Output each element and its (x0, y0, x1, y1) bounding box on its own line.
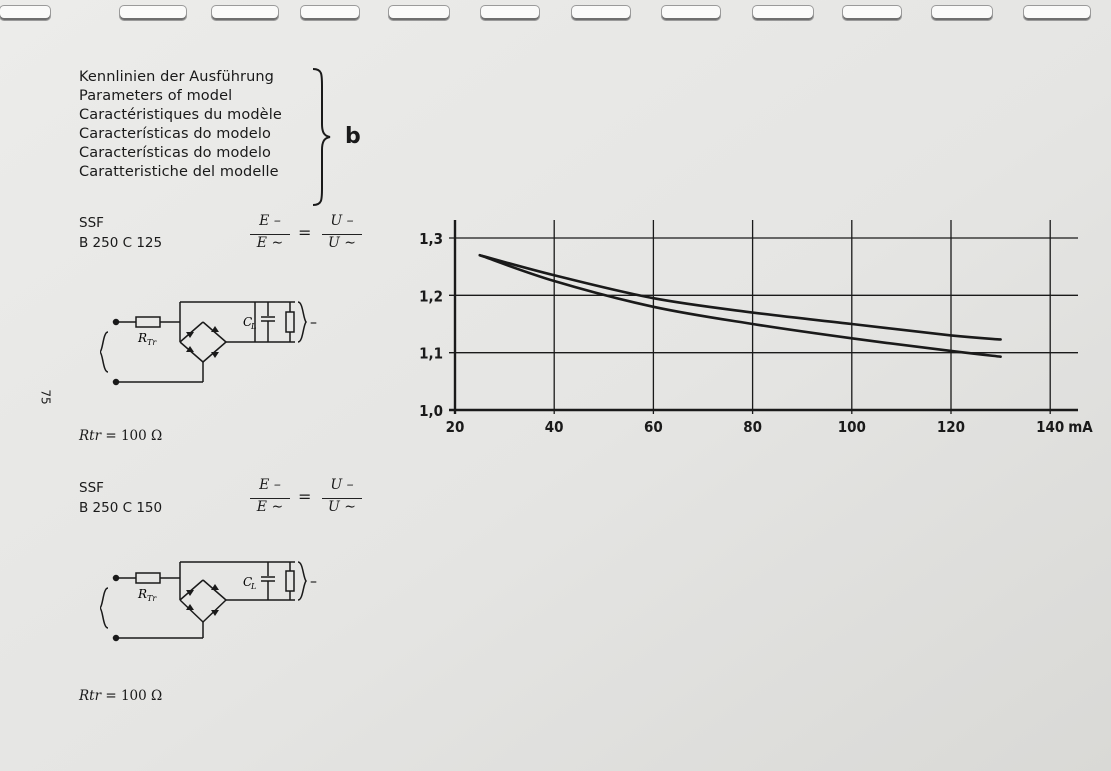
variant-letter: b (345, 124, 361, 149)
capacitor-label: C (243, 315, 253, 329)
model-code: B 250 C 150 (79, 500, 163, 516)
model-code: B 250 C 125 (79, 235, 163, 251)
capacitor-sub: L (251, 582, 257, 591)
resistor-sub: Tr (147, 594, 157, 603)
title-line: Parameters of model (79, 88, 233, 104)
x-unit-label: mA (1068, 418, 1093, 436)
rtr-resistance: 100 Ω (120, 688, 163, 704)
formula-left-denominator: E ∼ (256, 499, 284, 515)
formula-right-numerator: U – (330, 213, 354, 229)
formula-right-denominator: U ∼ (328, 499, 356, 515)
x-tick-label: 40 (544, 418, 564, 436)
rtr-equals: = (105, 688, 117, 704)
rtr-variable: Rtr (79, 688, 102, 704)
formula-right-numerator: U – (330, 477, 354, 493)
y-tick-label: 1,1 (419, 344, 443, 363)
title-line: Características do modelo (79, 145, 271, 161)
y-tick-label: 1,0 (419, 402, 443, 420)
y-tick-label: 1,3 (419, 230, 443, 248)
resistor-sub: Tr (147, 338, 157, 347)
model-series: SSF (79, 215, 104, 231)
x-tick-label: 20 (445, 418, 465, 436)
page-number: 75 (38, 389, 53, 405)
x-tick-label: 100 (837, 418, 866, 436)
model-series: SSF (79, 480, 104, 496)
resistor-label: R (138, 331, 148, 345)
output-dc-mark: – (310, 574, 317, 590)
y-tick-label: 1,2 (419, 287, 443, 306)
resistor-label: R (138, 587, 148, 601)
x-tick-label: 120 (936, 418, 966, 436)
rtr-equals: = (105, 428, 117, 444)
title-line: Caratteristiche del modelle (79, 164, 279, 180)
formula-left-numerator: E – (259, 477, 281, 493)
formula-left-denominator: E ∼ (256, 235, 284, 251)
formula-equals: = (298, 487, 312, 506)
formula-right-denominator: U ∼ (328, 235, 356, 251)
title-line: Caractéristiques du modèle (79, 107, 282, 123)
rtr-variable: Rtr (79, 428, 102, 444)
capacitor-label: C (243, 575, 253, 589)
capacitor-sub: L (251, 322, 257, 331)
rtr-resistance: 100 Ω (120, 428, 163, 444)
x-tick-label: 80 (743, 418, 762, 436)
formula-left-numerator: E – (259, 213, 281, 229)
title-line: Características do modelo (79, 126, 271, 142)
title-line: Kennlinien der Ausführung (79, 69, 274, 85)
formula-equals: = (298, 223, 312, 242)
x-tick-label: 60 (644, 418, 663, 436)
output-dc-mark: – (310, 315, 317, 331)
x-tick-label: 140 (1036, 418, 1065, 436)
